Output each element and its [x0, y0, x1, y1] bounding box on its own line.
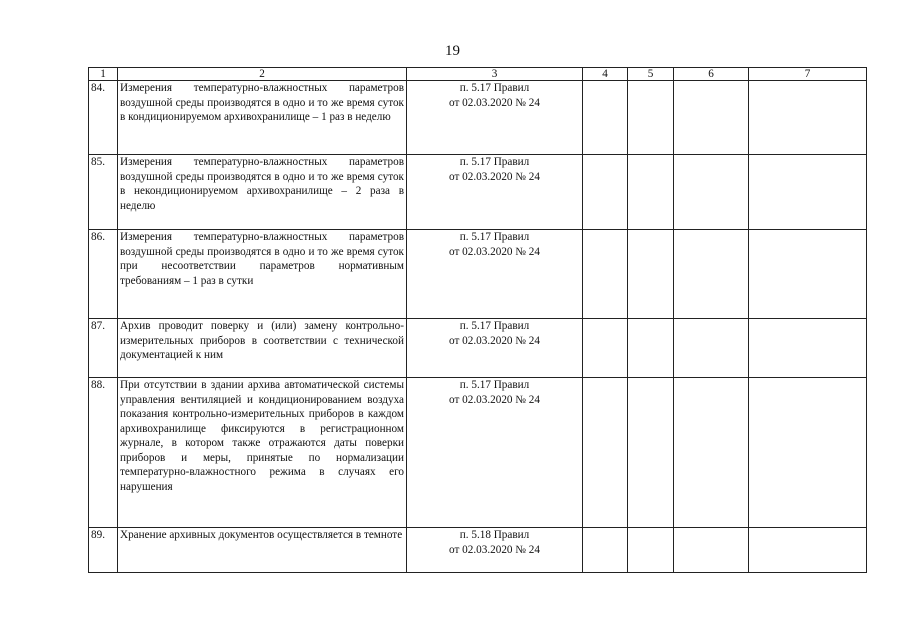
- column-header: 3: [407, 68, 583, 81]
- reference-line: от 02.03.2020 № 24: [449, 334, 540, 347]
- reference-line: п. 5.17 Правил: [459, 379, 530, 391]
- answer-cell: [749, 319, 867, 378]
- reference-line: п. 5.17 Правил: [459, 320, 530, 332]
- answer-cell: [749, 528, 867, 573]
- answer-cell: [628, 528, 674, 573]
- row-number: 86.: [89, 230, 118, 319]
- requirement-text: Хранение архивных документов осуществляется в темноте: [118, 528, 407, 573]
- row-number: 87.: [89, 319, 118, 378]
- row-number: 89.: [89, 528, 118, 573]
- column-header: 1: [89, 68, 118, 81]
- answer-cell: [628, 319, 674, 378]
- legal-reference: [407, 319, 583, 378]
- answer-cell: [749, 155, 867, 230]
- legal-reference: [407, 155, 583, 230]
- reference-line: от 02.03.2020 № 24: [449, 170, 540, 183]
- answer-cell: [674, 155, 749, 230]
- table-row: [89, 528, 867, 573]
- table-row: [89, 155, 867, 230]
- checklist-table: [88, 67, 867, 573]
- answer-cell: [674, 81, 749, 155]
- answer-cell: [674, 378, 749, 528]
- answer-cell: [628, 81, 674, 155]
- legal-reference: [407, 528, 583, 573]
- answer-cell: [583, 319, 628, 378]
- answer-cell: [749, 378, 867, 528]
- answer-cell: [674, 230, 749, 319]
- row-number: 88.: [89, 378, 118, 528]
- column-number-row: [89, 68, 867, 81]
- reference-line: от 02.03.2020 № 24: [449, 245, 540, 258]
- answer-cell: [628, 230, 674, 319]
- reference-line: п. 5.18 Правил: [459, 529, 530, 541]
- answer-cell: [583, 81, 628, 155]
- reference-line: от 02.03.2020 № 24: [449, 393, 540, 406]
- answer-cell: [628, 155, 674, 230]
- legal-reference: [407, 230, 583, 319]
- reference-line: от 02.03.2020 № 24: [449, 543, 540, 556]
- requirement-text: Измерения температурно-влажностных параметров воздушной среды производятся в одно и то же время суток в некондиционируемом архивохранилище – 2 раза в неделю: [118, 155, 407, 230]
- page-number: 19: [445, 43, 460, 59]
- column-header: 6: [674, 68, 749, 81]
- row-number: 85.: [89, 155, 118, 230]
- answer-cell: [583, 528, 628, 573]
- requirement-text: Измерения температурно-влажностных параметров воздушной среды производятся в одно и то же время суток в кондиционируемом архивохранилище – 1 раз в неделю: [118, 81, 407, 155]
- requirement-text: При отсутствии в здании архива автоматической системы управления вентиляцией и кондиционированием воздуха показания контрольно-измерительных приборов в каждом архивохранилище фиксируются в регистрационном журнале, в котором также отражаются даты поверки приборов и меры, принятые по нормализации температурно-влажностного режима в случаях его нарушения: [118, 378, 407, 528]
- table-row: [89, 81, 867, 155]
- reference-line: от 02.03.2020 № 24: [449, 96, 540, 109]
- reference-line: п. 5.17 Правил: [459, 82, 530, 94]
- table-row: [89, 378, 867, 528]
- requirement-text: Архив проводит поверку и (или) замену контрольно-измерительных приборов в соответствии с технической документацией к ним: [118, 319, 407, 378]
- column-header: 2: [118, 68, 407, 81]
- requirement-text: Измерения температурно-влажностных параметров воздушной среды производятся в одно и то же время суток при несоответствии параметров нормативным требованиям – 1 раз в сутки: [118, 230, 407, 319]
- reference-line: п. 5.17 Правил: [459, 231, 530, 243]
- answer-cell: [583, 155, 628, 230]
- answer-cell: [583, 230, 628, 319]
- column-header: 4: [583, 68, 628, 81]
- table-row: [89, 230, 867, 319]
- reference-line: п. 5.17 Правил: [459, 156, 530, 168]
- column-header: 7: [749, 68, 867, 81]
- table-row: [89, 319, 867, 378]
- row-number: 84.: [89, 81, 118, 155]
- answer-cell: [628, 378, 674, 528]
- answer-cell: [583, 378, 628, 528]
- legal-reference: [407, 378, 583, 528]
- answer-cell: [749, 81, 867, 155]
- answer-cell: [749, 230, 867, 319]
- legal-reference: [407, 81, 583, 155]
- answer-cell: [674, 528, 749, 573]
- column-header: 5: [628, 68, 674, 81]
- answer-cell: [674, 319, 749, 378]
